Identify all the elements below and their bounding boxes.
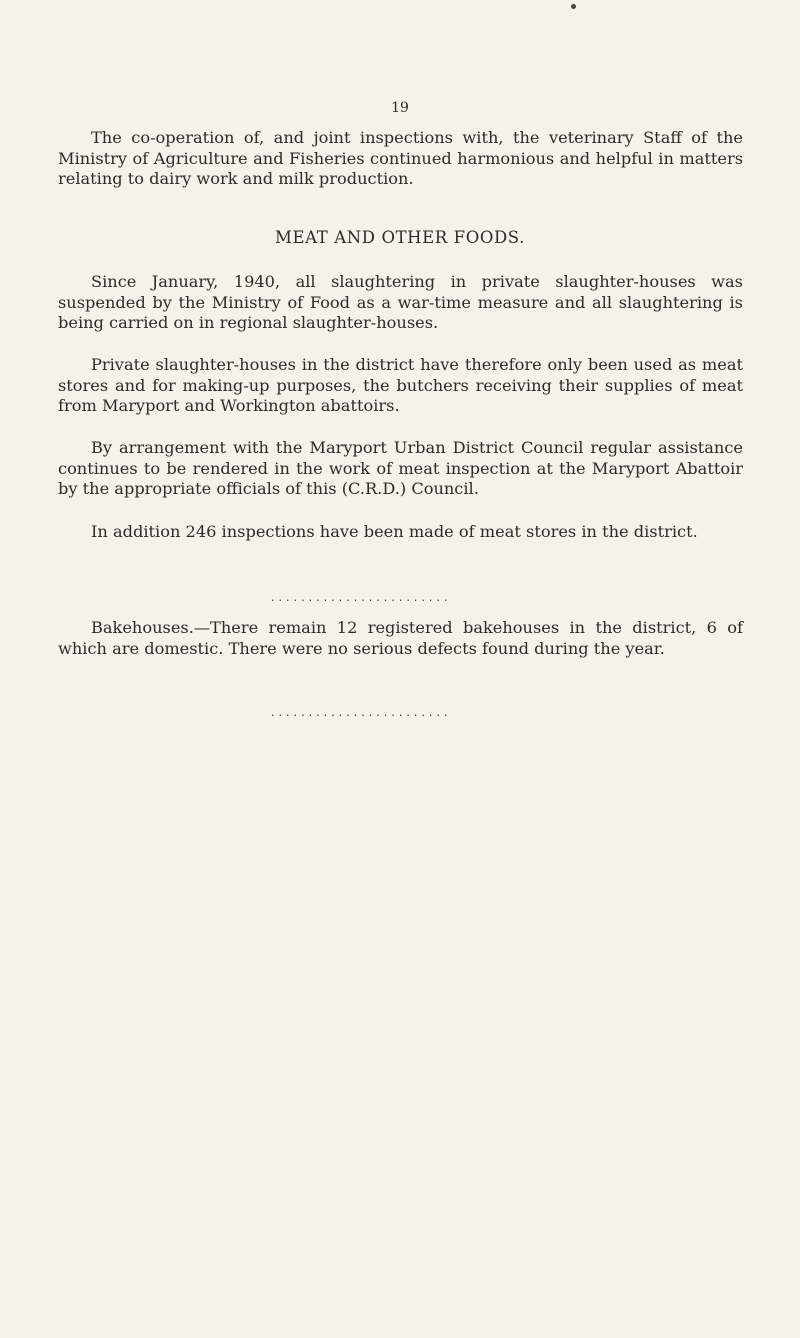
section-heading: MEAT AND OTHER FOODS. xyxy=(275,228,525,247)
intro-section xyxy=(58,128,743,190)
paragraph-inspections: In addition 246 inspections have been made of meat stores in the district. xyxy=(91,522,698,541)
scan-mark xyxy=(571,4,576,9)
meat-section-para-2 xyxy=(58,355,743,417)
paragraph-maryport-arrangement: By arrangement with the Maryport Urban District Council regular assistance continues to be rendered in the work of meat inspection at the Maryport Abattoir by the appropriate officials of this (C.R.D.) Council. xyxy=(58,438,743,499)
bakehouses-section xyxy=(58,618,743,659)
paragraph-bakehouses: Bakehouses.—There remain 12 registered bakehouses in the district, 6 of which are domestic. There were no serious defects found during the year. xyxy=(58,618,743,658)
meat-section-para-4 xyxy=(58,522,743,543)
intro-paragraph: The co-operation of, and joint inspections with, the veterinary Staff of the Ministry of Agriculture and Fisheries continued harmonious and helpful in matters relating to dairy work and milk production. xyxy=(58,128,743,189)
separator-dots-1: ........................ xyxy=(269,593,451,604)
separator-dots-2: ........................ xyxy=(269,708,451,719)
paragraph-private-slaughter-houses: Private slaughter-houses in the district have therefore only been used as meat stores and for making-up purposes, the butchers receiving their supplies of meat from Maryport and Workington abattoirs. xyxy=(58,355,743,416)
page-number: 19 xyxy=(391,100,409,116)
paragraph-slaughtering: Since January, 1940, all slaughtering in private slaughter-houses was suspended by the Ministry of Food as a war-time measure and all slaughtering is being carried on in regional slaughter-houses. xyxy=(58,272,743,333)
meat-section-para-3 xyxy=(58,438,743,500)
meat-section-para-1 xyxy=(58,272,743,334)
